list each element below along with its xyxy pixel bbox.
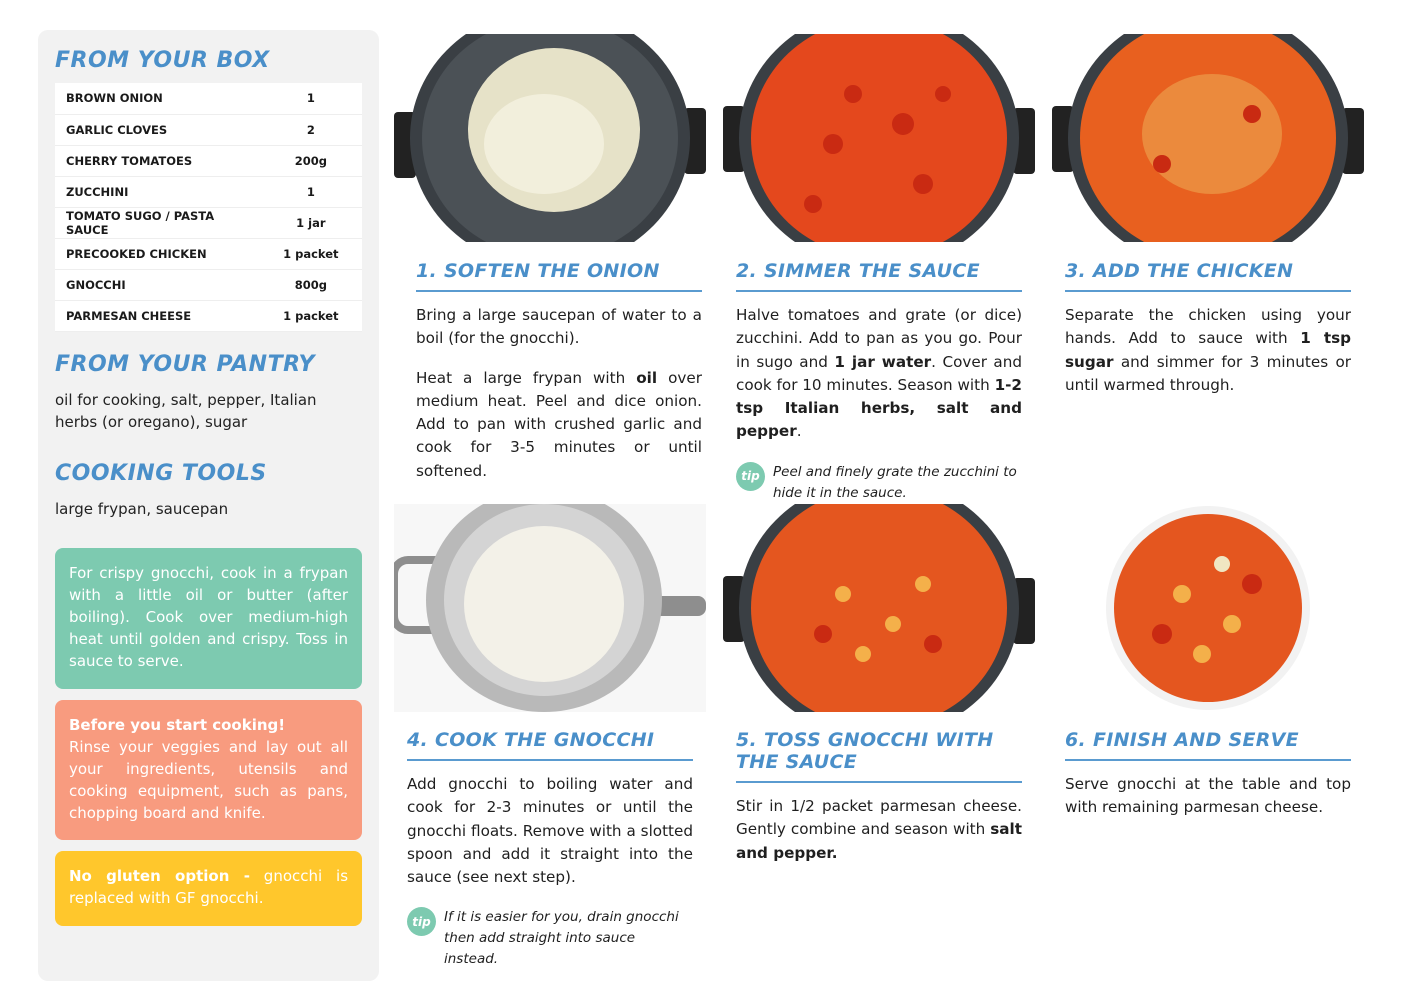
ingredient-qty: 1 packet xyxy=(260,238,362,269)
step-3-photo xyxy=(1052,34,1364,242)
ingredient-name: CHERRY TOMATOES xyxy=(55,145,260,176)
pantry-text: oil for cooking, salt, pepper, Italian herbs (or oregano), sugar xyxy=(55,390,317,431)
step-3 xyxy=(1065,260,1351,397)
ingredient-row xyxy=(55,83,362,114)
ingredient-name: ZUCCHINI xyxy=(55,176,260,207)
step-2-title: 2. SIMMER THE SAUCE xyxy=(736,260,1022,292)
step-2-photo xyxy=(723,34,1035,242)
ingredient-qty: 200g xyxy=(260,145,362,176)
onion-pan-image xyxy=(394,34,706,242)
step-3-text: Separate the chicken using your hands. Add to sauce with 1 tsp sugar and simmer for 3 minutes or until warmed through. xyxy=(1065,306,1351,394)
gnocchi-colander-image xyxy=(394,504,706,712)
gluten-note-title: No gluten option - xyxy=(69,866,250,885)
step-5 xyxy=(736,729,1022,865)
step-2-text: Halve tomatoes and grate (or dice) zucchini. Add to pan as you go. Pour in sugo and 1 jar water. Cover and cook for 10 minutes. Season with 1-2 tsp Italian herbs, salt and pepper. xyxy=(736,306,1023,441)
step-1-title: 1. SOFTEN THE ONION xyxy=(416,260,702,292)
ingredients-table xyxy=(55,83,362,332)
tip-icon: tip xyxy=(736,462,765,491)
ingredient-qty: 1 jar xyxy=(260,207,362,238)
step-1-photo xyxy=(394,34,706,242)
tip-icon: tip xyxy=(407,907,436,936)
step-4-tip xyxy=(407,907,693,970)
ingredient-row xyxy=(55,145,362,176)
step-6-photo xyxy=(1052,504,1364,712)
ingredient-row xyxy=(55,300,362,331)
before-note-text: Rinse your veggies and lay out all your ingredients, utensils and cooking equipment, such as pans, chopping board and knife. xyxy=(69,737,348,822)
ingredient-qty: 2 xyxy=(260,114,362,145)
cooking-tools-text: large frypan, saucepan xyxy=(55,499,229,518)
step-1 xyxy=(416,260,702,483)
ingredient-name: TOMATO SUGO / PASTA SAUCE xyxy=(55,207,260,238)
step-2 xyxy=(736,260,1022,504)
cooking-tools-heading: COOKING TOOLS xyxy=(55,460,267,486)
step-6-text: Serve gnocchi at the table and top with remaining parmesan cheese. xyxy=(1065,775,1351,817)
ingredient-row xyxy=(55,176,362,207)
from-your-pantry-heading: FROM YOUR PANTRY xyxy=(55,351,315,377)
gluten-free-note xyxy=(55,851,362,926)
gnocchi-sauce-pan-image xyxy=(723,504,1035,712)
ingredient-name: GARLIC CLOVES xyxy=(55,114,260,145)
ingredient-qty: 1 xyxy=(260,176,362,207)
gluten-note-text: gnocchi is replaced with GF gnocchi. xyxy=(69,866,349,907)
ingredient-row xyxy=(55,238,362,269)
ingredients-panel xyxy=(38,30,379,981)
chicken-pan-image xyxy=(1052,34,1364,242)
step-5-text: Stir in 1/2 packet parmesan cheese. Gently combine and season with salt and pepper. xyxy=(736,797,1022,862)
step-5-title: 5. TOSS GNOCCHI WITH THE SAUCE xyxy=(736,729,1022,783)
before-note-title: Before you start cooking! xyxy=(69,715,286,734)
step-4-tip-text: If it is easier for you, drain gnocchi then add straight into sauce instead. xyxy=(444,909,679,968)
step-1-text-2: Heat a large frypan with oil over medium heat. Peel and dice onion. Add to pan with crushed garlic and cook for 3-5 minutes or until softened. xyxy=(416,368,702,480)
step-4 xyxy=(407,729,693,970)
ingredient-row xyxy=(55,269,362,300)
ingredient-name: BROWN ONION xyxy=(55,83,260,114)
step-1-text-1: Bring a large saucepan of water to a boil (for the gnocchi). xyxy=(416,306,702,348)
step-4-title: 4. COOK THE GNOCCHI xyxy=(407,729,693,761)
step-5-photo xyxy=(723,504,1035,712)
step-2-tip-text: Peel and finely grate the zucchini to hide it in the sauce. xyxy=(773,463,1017,501)
step-6-title: 6. FINISH AND SERVE xyxy=(1065,729,1351,761)
ingredient-qty: 1 xyxy=(260,83,362,114)
ingredient-name: GNOCCHI xyxy=(55,269,260,300)
from-your-box-heading: FROM YOUR BOX xyxy=(55,48,270,73)
ingredient-name: PARMESAN CHEESE xyxy=(55,300,260,331)
step-4-text: Add gnocchi to boiling water and cook for 2-3 minutes or until the gnocchi floats. Remove with a slotted spoon and add it straight into the sauce (see next step). xyxy=(407,775,693,887)
serving-bowl-image xyxy=(1052,504,1364,712)
crispy-gnocchi-note xyxy=(55,548,362,689)
ingredient-name: PRECOOKED CHICKEN xyxy=(55,238,260,269)
step-6 xyxy=(1065,729,1351,820)
ingredient-qty: 800g xyxy=(260,269,362,300)
ingredient-row xyxy=(55,114,362,145)
sauce-pan-image xyxy=(723,34,1035,242)
before-cooking-note xyxy=(55,700,362,840)
ingredient-qty: 1 packet xyxy=(260,300,362,331)
step-2-tip xyxy=(736,462,1022,504)
step-4-photo xyxy=(394,504,706,712)
crispy-note-text: For crispy gnocchi, cook in a frypan with a little oil or butter (after boiling). Cook over medium-high heat until golden and crispy. Toss in sauce to serve. xyxy=(69,563,348,670)
ingredient-row xyxy=(55,207,362,238)
step-3-title: 3. ADD THE CHICKEN xyxy=(1065,260,1351,292)
